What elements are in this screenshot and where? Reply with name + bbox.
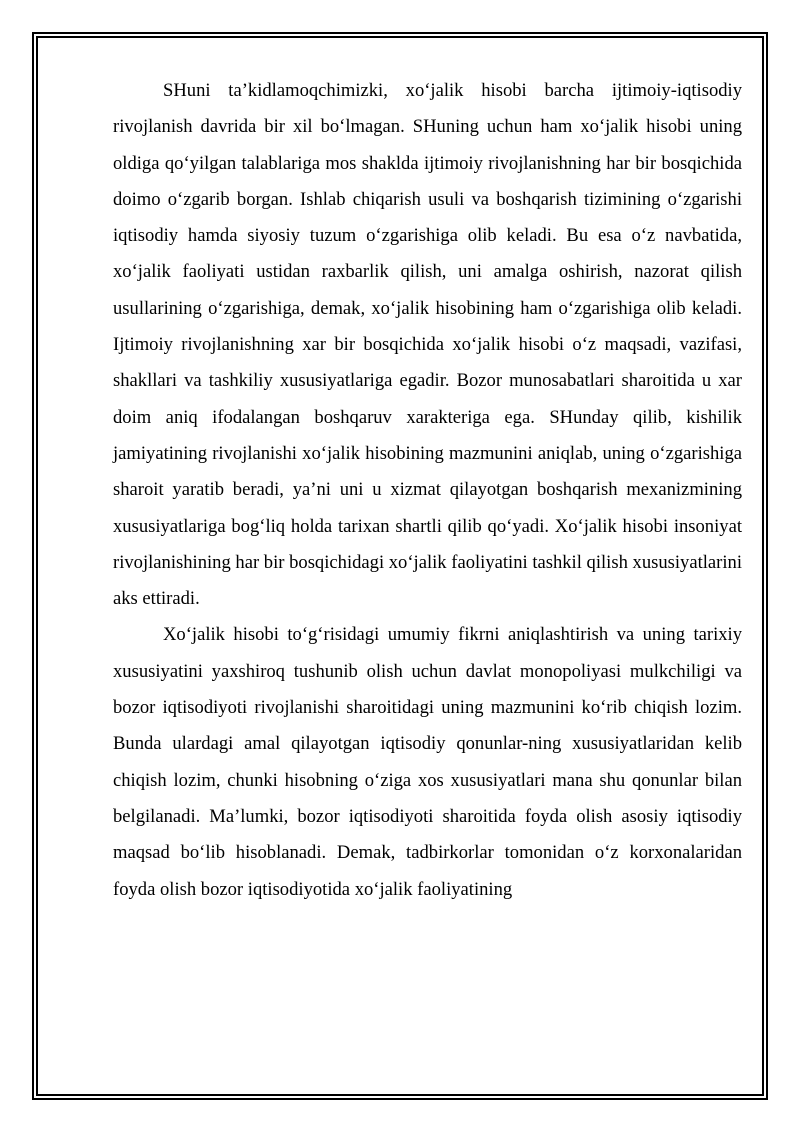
document-body bbox=[113, 73, 742, 908]
paragraph-1: SHuni ta’kidlamoqchimizki, xo‘jalik hisobi barcha ijtimoiy-iqtisodiy rivojlanish davrida bir xil bo‘lmagan. SHuning uchun ham xo‘jalik hisobi uning oldiga qo‘yilgan talablariga mos shaklda ijtimoiy rivojlanishning har bir bosqichida doimo o‘zgarib borgan. Ishlab chiqarish usuli va boshqarish tizimining o‘zgarishi iqtisodiy hamda siyosiy tuzum o‘zgarishiga olib keladi. Bu esa o‘z navbatida, xo‘jalik faoliyati ustidan raxbarlik qilish, uni amalga oshirish, nazorat qilish usullarining o‘zgarishiga, demak, xo‘jalik hisobining ham o‘zgarishiga olib keladi. Ijtimoiy rivojlanishning xar bir bosqichida xo‘jalik hisobi o‘z maqsadi, vazifasi, shakllari va tashkiliy xususiyatlariga egadir. Bozor munosabatlari sharoitida u xar doim aniq ifodalangan boshqaruv xarakteriga ega. SHunday qilib, kishilik jamiyatining rivojlanishi xo‘jalik hisobining mazmunini aniqlab, uning o‘zgarishiga sharoit yaratib beradi, ya’ni uni u xizmat qilayotgan boshqarish mexanizmining xususiyatlariga bog‘liq holda tarixan shartli qilib qo‘yadi. Xo‘jalik hisobi insoniyat rivojlanishining har bir bosqichidagi xo‘jalik faoliyatini tashkil qilish xususiyatlarini aks ettiradi. bbox=[113, 80, 743, 610]
paragraph-2: Xo‘jalik hisobi to‘g‘risidagi umumiy fikrni aniqlashtirish va uning tarixiy xususiyatini yaxshiroq tushunib olish uchun davlat monopoliyasi mulkchiligi va bozor iqtisodiyoti rivojlanishi sharoitidagi uning mazmunini ko‘rib chiqish lozim. Bunda ulardagi amal qilayotgan iqtisodiy qonunlar-ning xususiyatlaridan kelib chiqish lozim, chunki hisobning o‘ziga xos xususiyatlari mana shu qonunlar bilan belgilanadi. Ma’lumki, bozor iqtisodiyoti sharoitida foyda olish asosiy iqtisodiy maqsad bo‘lib hisoblanadi. Demak, tadbirkorlar tomonidan o‘z korxonalaridan foyda olish bozor iqtisodiyotida xo‘jalik faoliyatining bbox=[113, 624, 742, 900]
